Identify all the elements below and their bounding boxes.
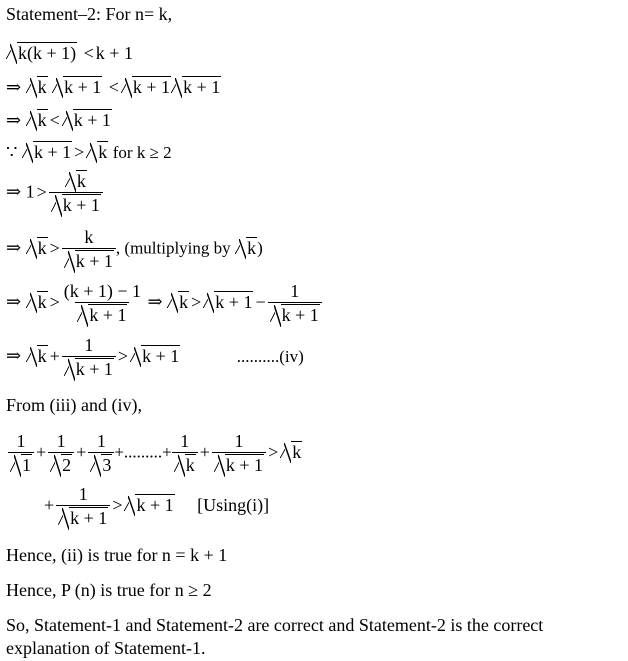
radicand: k	[98, 142, 108, 162]
radicand: k + 1	[75, 359, 113, 379]
numerator: 1	[56, 431, 66, 451]
radicand: k	[179, 291, 189, 312]
implies-arrow: ⇒	[6, 181, 22, 202]
radicand: k + 1	[62, 195, 100, 215]
note-prefix: , (multiplying by	[115, 238, 231, 258]
relation: <	[49, 110, 60, 130]
plus: +	[36, 441, 47, 462]
numerator: k	[84, 227, 94, 247]
conclusion-line-2: explanation of Statement-1.	[6, 638, 206, 658]
fraction	[62, 226, 116, 273]
from-text: From (iii) and (iv),	[6, 395, 142, 415]
relation: >	[112, 494, 123, 515]
plus: +	[199, 441, 210, 462]
implies-arrow: ⇒	[6, 345, 22, 366]
numerator: 1	[96, 431, 106, 451]
equation-tag: ..........(iv)	[236, 346, 304, 366]
math-line-3	[6, 109, 112, 131]
radicand: k + 1	[136, 494, 174, 515]
numerator: (k + 1) − 1	[63, 281, 142, 301]
math-line-5	[6, 170, 103, 217]
numerator: 1	[290, 281, 300, 301]
radicand: k	[37, 237, 47, 258]
ellipsis: +.........+	[114, 442, 172, 462]
sum-continuation	[42, 483, 269, 530]
radicand: 3	[102, 455, 112, 475]
rhs: k + 1	[95, 43, 133, 63]
numerator: 1	[78, 484, 88, 504]
math-line-6	[6, 226, 263, 273]
heading: Statement–2: For n= k,	[6, 4, 173, 24]
relation: >	[117, 345, 129, 366]
fraction	[49, 170, 103, 217]
radicand: k + 1	[225, 455, 264, 475]
numerator: 1	[234, 431, 244, 451]
sum-line	[8, 430, 302, 477]
condition: for k ≥ 2	[112, 143, 172, 162]
justification: [Using(i)]	[197, 494, 270, 515]
hence-line-1: Hence, (ii) is true for n = k + 1	[6, 545, 228, 565]
radicand: k + 1	[75, 251, 113, 271]
implies-arrow: ⇒	[6, 77, 22, 97]
radicand: k + 1	[33, 142, 72, 162]
numerator: 1	[180, 431, 190, 451]
fraction	[62, 280, 143, 327]
implies-arrow: ⇒	[6, 291, 22, 312]
relation: >	[268, 441, 279, 462]
radicand: 1	[22, 455, 31, 475]
radicand: k	[37, 345, 47, 366]
math-line-8	[6, 334, 304, 381]
conclusion-line-1: So, Statement-1 and Statement-2 are correct and Statement-2 is the correct	[6, 615, 544, 635]
fraction	[268, 280, 322, 327]
plus: +	[76, 441, 87, 462]
fraction	[212, 430, 266, 477]
relation: <	[83, 43, 94, 63]
radicand: k	[292, 441, 302, 462]
implies-arrow: ⇒	[6, 110, 22, 130]
plus: +	[44, 494, 55, 515]
radicand: k + 1	[281, 305, 319, 325]
implies-arrow: ⇒	[147, 291, 163, 312]
relation: >	[191, 291, 202, 312]
plus: +	[49, 345, 60, 366]
radicand: k + 1	[215, 291, 253, 312]
since-symbol: ∵	[6, 142, 18, 162]
relation: >	[49, 237, 60, 258]
relation: >	[36, 181, 47, 202]
radicand: k	[76, 171, 86, 191]
radicand: k + 1	[183, 77, 221, 97]
fraction	[8, 430, 34, 477]
radicand: 2	[62, 455, 72, 475]
math-line-1	[6, 42, 133, 64]
fraction	[62, 334, 116, 381]
fraction	[48, 430, 74, 477]
radicand: k + 1	[73, 110, 111, 130]
relation: >	[49, 291, 60, 312]
radicand: k + 1	[142, 345, 180, 366]
hence-line-2: Hence, P (n) is true for n ≥ 2	[6, 580, 212, 600]
fraction	[172, 430, 198, 477]
radicand: k + 1	[132, 77, 171, 97]
fraction	[56, 483, 110, 530]
math-line-4	[6, 141, 172, 163]
radicand: k	[37, 291, 47, 312]
radicand: k + 1	[70, 508, 108, 528]
fraction	[88, 430, 114, 477]
lhs: 1	[25, 181, 35, 202]
relation: <	[108, 77, 119, 97]
radicand: k	[37, 110, 47, 130]
minus: −	[255, 291, 266, 312]
implies-arrow: ⇒	[6, 237, 22, 258]
radicand: k	[247, 237, 257, 258]
relation: >	[74, 142, 85, 162]
radicand: k	[185, 455, 195, 475]
math-line-2	[6, 76, 221, 98]
radicand: k(k + 1)	[18, 43, 77, 63]
radicand: k	[37, 77, 47, 97]
radicand: k + 1	[64, 77, 102, 97]
radicand: k + 1	[89, 305, 127, 325]
numerator: 1	[84, 335, 94, 355]
numerator: 1	[16, 431, 26, 451]
math-line-7	[6, 280, 322, 327]
note-suffix: )	[257, 238, 263, 258]
